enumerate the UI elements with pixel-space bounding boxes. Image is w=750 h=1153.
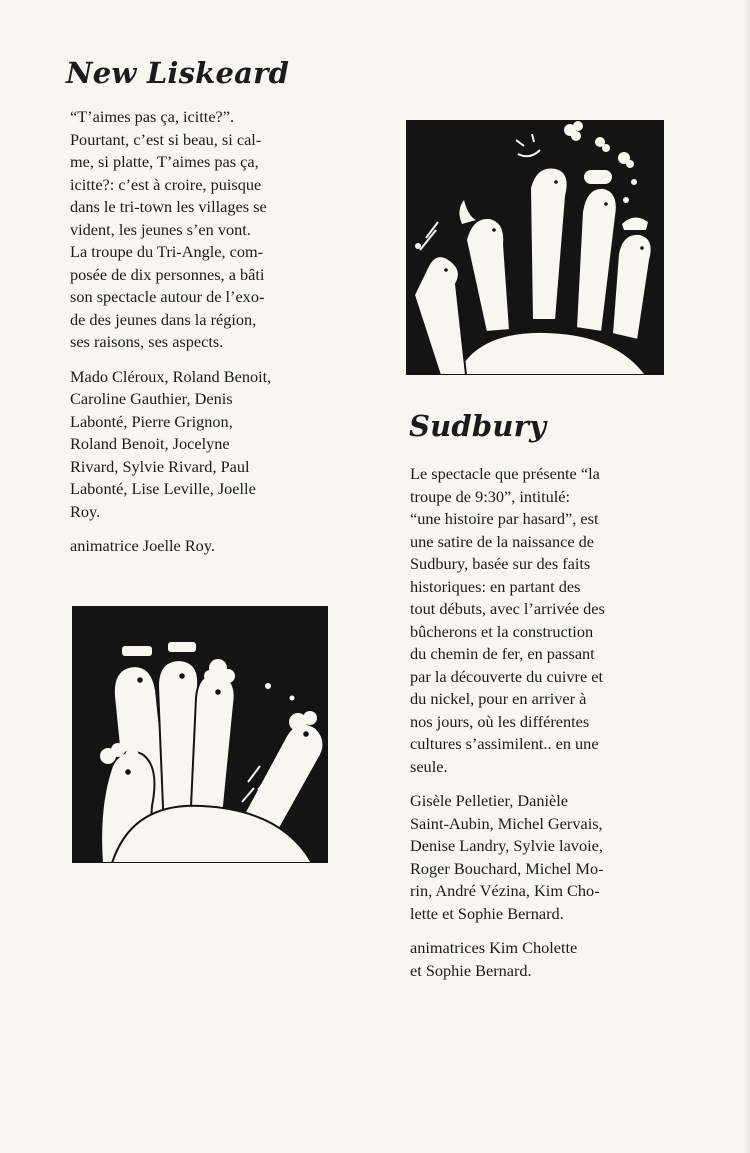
text-line: Labonté, Lise Leville, Joelle	[70, 479, 256, 498]
text-line: Caroline Gauthier, Denis	[70, 389, 233, 408]
new-liskeard-description	[70, 106, 326, 354]
text-line: une satire de la naissance de	[410, 531, 594, 551]
text-line: Saint-Aubin, Michel Gervais,	[410, 813, 603, 833]
text-line: Sudbury, basée sur des faits	[410, 554, 591, 573]
text-line: son spectacle autour de l’exo-	[70, 287, 265, 306]
text-line: bûcherons et la construction	[410, 621, 594, 641]
heading-sudbury: Sudbury	[409, 409, 547, 443]
text-line: Roland Benoit, Jocelyne	[70, 434, 230, 453]
text-line: Roy.	[70, 501, 101, 521]
sudbury-text	[410, 463, 664, 994]
text-line: Pourtant, c’est si beau, si cal-	[70, 129, 262, 149]
text-line: rin, André Vézina, Kim Cho-	[410, 881, 600, 900]
sudbury-description	[410, 463, 664, 778]
text-line: troupe de 9:30”, intitulé:	[410, 486, 571, 506]
text-line: lette et Sophie Bernard.	[410, 903, 564, 923]
text-line: du nickel, pour en arriver à	[410, 689, 587, 708]
text-line: du chemin de fer, en passant	[410, 644, 595, 663]
text-line: posée de dix personnes, a bâti	[70, 264, 265, 284]
text-line: Denise Landry, Sylvie lavoie,	[410, 836, 603, 855]
text-line: Rivard, Sylvie Rivard, Paul	[70, 456, 250, 476]
sudbury-members	[410, 790, 664, 925]
new-liskeard-text	[70, 106, 326, 570]
text-line: Roger Bouchard, Michel Mo-	[410, 858, 604, 878]
text-line: par la découverte du cuivre et	[410, 666, 604, 686]
new-liskeard-animator: animatrice Joelle Roy.	[70, 536, 215, 555]
finger-puppets-drawing	[72, 606, 328, 863]
text-line: Gisèle Pelletier, Danièle	[410, 791, 569, 810]
text-line: et Sophie Bernard.	[410, 960, 532, 980]
text-line: ses raisons, ses aspects.	[70, 332, 224, 351]
finger-puppets-drawing	[406, 120, 664, 375]
text-line: seule.	[410, 756, 448, 776]
text-line: La troupe du Tri-Angle, com-	[70, 242, 264, 261]
text-line: icitte?: c’est à croire, puisque	[70, 174, 262, 194]
page-edge-shadow	[744, 0, 750, 1153]
text-line: “une histoire par hasard”, est	[410, 509, 599, 528]
text-line: cultures s’assimilent.. en une	[410, 734, 599, 753]
text-line: historiques: en partant des	[410, 576, 581, 596]
text-line: “T’aimes pas ça, icitte?”.	[70, 107, 235, 126]
text-line: dans le tri-town les villages se	[70, 197, 267, 216]
new-liskeard-members	[70, 366, 326, 524]
text-line: de des jeunes dans la région,	[70, 309, 257, 329]
text-line: nos jours, où les différentes	[410, 711, 590, 731]
finger-puppets-illustration-right	[406, 120, 664, 375]
text-line: Le spectacle que présente “la	[410, 464, 600, 483]
text-line: vident, les jeunes s’en vont.	[70, 219, 251, 239]
text-line: me, si platte, T’aimes pas ça,	[70, 152, 259, 171]
text-line: tout débuts, avec l’arrivée des	[410, 599, 605, 618]
finger-puppets-illustration-left	[72, 606, 328, 863]
sudbury-animators	[410, 937, 664, 982]
text-line: animatrices Kim Cholette	[410, 938, 578, 957]
text-line: Labonté, Pierre Grignon,	[70, 411, 233, 431]
text-line: Mado Cléroux, Roland Benoit,	[70, 366, 272, 386]
heading-new-liskeard: New Liskeard	[66, 56, 290, 90]
